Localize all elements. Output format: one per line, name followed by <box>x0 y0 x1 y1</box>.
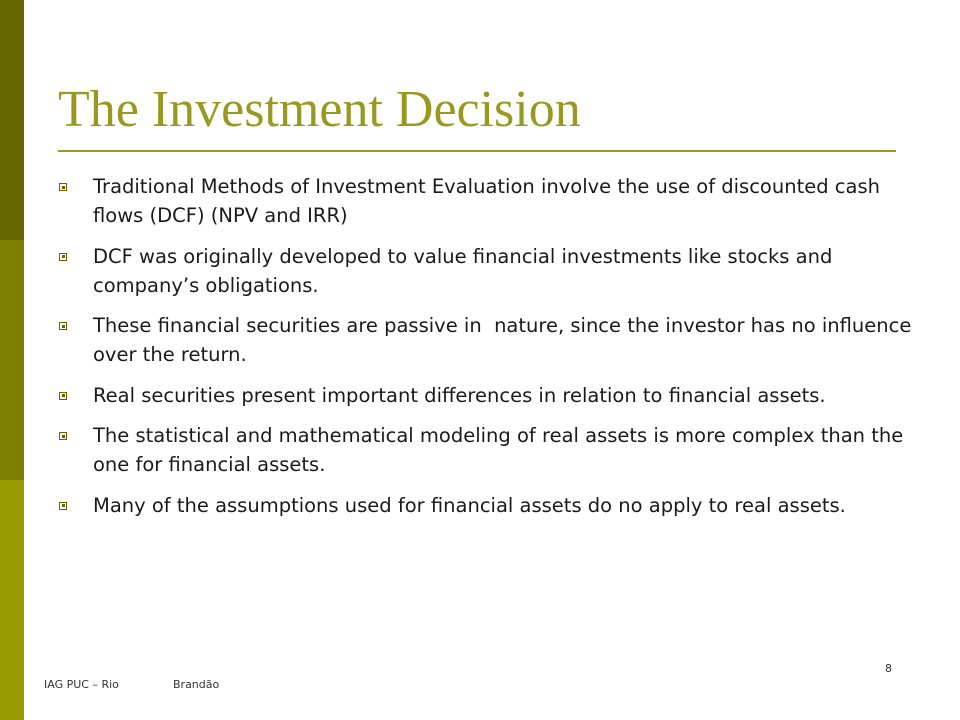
slide-title: The Investment Decision <box>58 81 581 138</box>
bullet-item <box>58 172 918 230</box>
bullet-text: These financial securities are passive in nature, since the investor has no influence over the return. <box>93 314 918 366</box>
bullet-item <box>58 491 918 520</box>
square-bullet-icon <box>59 502 67 510</box>
sidebar-band-bottom <box>0 480 24 720</box>
bullet-item <box>58 421 918 479</box>
square-bullet-icon <box>59 253 67 261</box>
footer-institution: IAG PUC – Rio <box>44 678 119 691</box>
square-bullet-icon <box>59 432 67 440</box>
bullet-item <box>58 381 918 410</box>
bullet-text: Traditional Methods of Investment Evaluation involve the use of discounted cash flows (DCF) (NPV and IRR) <box>93 175 880 227</box>
bullet-text: Real securities present important differences in relation to financial assets. <box>93 383 826 407</box>
title-underline <box>58 150 896 152</box>
bullet-text: DCF was originally developed to value financial investments like stocks and company’s obligations. <box>93 244 833 297</box>
square-bullet-icon <box>59 322 67 330</box>
page-number: 8 <box>885 662 892 675</box>
sidebar-band-middle <box>0 240 24 480</box>
bullet-text: The statistical and mathematical modeling of real assets is more complex than the one for financial assets. <box>93 424 904 476</box>
bullet-list <box>58 172 918 531</box>
bullet-item <box>58 242 918 300</box>
square-bullet-icon <box>59 392 67 400</box>
sidebar-band-top <box>0 0 24 240</box>
bullet-text: Many of the assumptions used for financial assets do no apply to real assets. <box>93 493 846 517</box>
bullet-item <box>58 311 918 369</box>
square-bullet-icon <box>59 183 67 191</box>
footer-author: Brandão <box>173 678 220 691</box>
